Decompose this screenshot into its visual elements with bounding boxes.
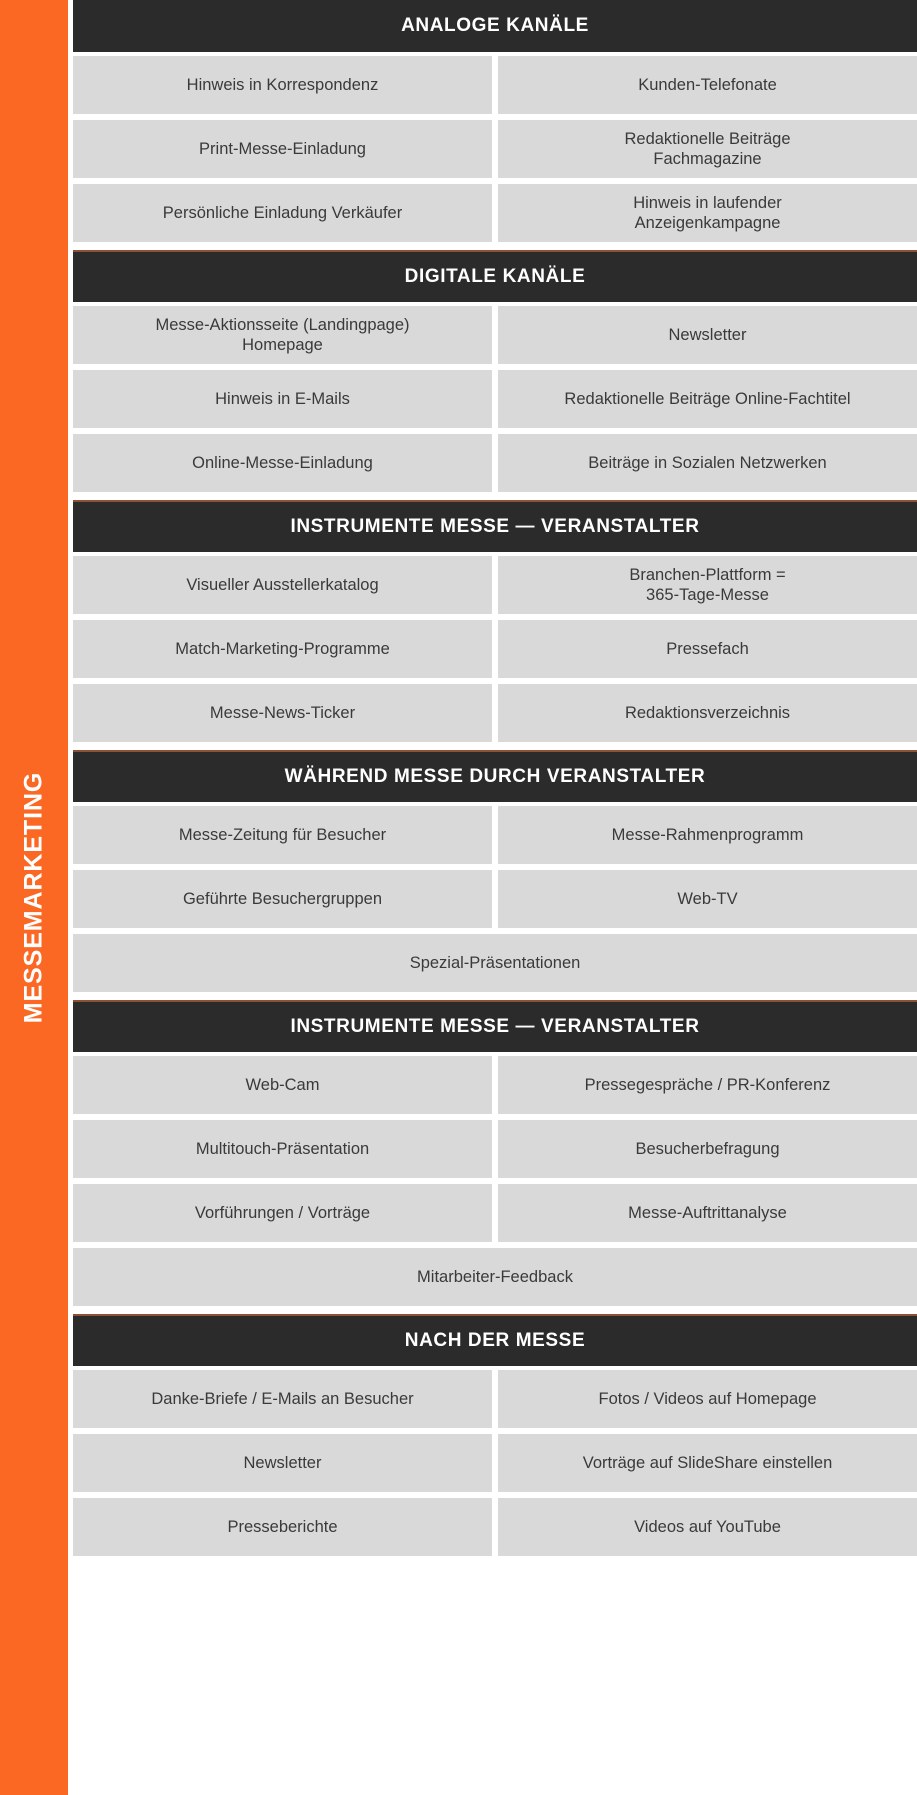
channel-cell[interactable] <box>498 1370 917 1428</box>
channel-cell-label <box>227 1517 337 1537</box>
channel-cell-line: Multitouch-Präsentation <box>195 1139 370 1158</box>
channel-cell[interactable] <box>73 1120 492 1178</box>
channel-cell[interactable] <box>73 184 492 242</box>
channel-cell-label <box>638 75 777 95</box>
channel-cell-label <box>612 825 804 845</box>
channel-cell[interactable] <box>73 934 917 992</box>
channel-cell-line: Beiträge in Sozialen Netzwerken <box>588 453 827 472</box>
channel-cell[interactable] <box>73 1370 492 1428</box>
channel-cell-label <box>583 1453 833 1473</box>
channel-cell[interactable] <box>498 184 917 242</box>
channel-cell-line: Messe-News-Ticker <box>209 703 356 722</box>
section-rows <box>73 1052 917 1306</box>
channel-cell-label <box>186 575 378 595</box>
section-gap <box>73 1306 917 1314</box>
channel-cell[interactable] <box>73 306 492 364</box>
section-rows <box>73 52 917 242</box>
channel-cell-line: 365-Tage-Messe <box>646 586 769 604</box>
channel-cell-line: Videos auf YouTube <box>634 1517 781 1536</box>
channel-cell-label <box>629 565 785 605</box>
channel-cell-line: Besucherbefragung <box>635 1139 780 1158</box>
channel-cell-label <box>196 1139 369 1159</box>
channel-cell-label <box>215 389 350 409</box>
section <box>73 500 917 742</box>
section <box>73 1000 917 1306</box>
channel-row <box>73 1056 917 1114</box>
channel-cell-line: Messe-Zeitung für Besucher <box>178 825 387 844</box>
channel-cell-label <box>155 315 409 355</box>
channel-cell[interactable] <box>498 1498 917 1556</box>
channel-cell-label <box>669 325 747 345</box>
channel-cell-line: Redaktionsverzeichnis <box>624 703 791 722</box>
channel-cell[interactable] <box>498 556 917 614</box>
section <box>73 250 917 492</box>
channel-cell-line: Redaktionelle Beiträge <box>624 129 791 148</box>
channel-cell[interactable] <box>498 120 917 178</box>
channel-cell-line: Fachmagazine <box>653 150 762 168</box>
channel-cell-label <box>666 639 749 659</box>
section <box>73 0 917 242</box>
section-rows <box>73 552 917 742</box>
section-rows <box>73 1366 917 1556</box>
channel-row <box>73 306 917 364</box>
channel-row <box>73 56 917 114</box>
channel-cell[interactable] <box>498 1056 917 1114</box>
channel-cell[interactable] <box>498 434 917 492</box>
channel-cell[interactable] <box>73 870 492 928</box>
channel-row <box>73 434 917 492</box>
channel-cell-label <box>677 889 737 909</box>
channel-cell-label <box>179 825 386 845</box>
channel-cell-line: Presseberichte <box>227 1517 338 1536</box>
channel-row <box>73 370 917 428</box>
channel-cell[interactable] <box>498 370 917 428</box>
channel-cell-label <box>633 193 782 233</box>
channel-cell-label <box>246 1075 320 1095</box>
section-gap <box>73 492 917 500</box>
channel-row <box>73 870 917 928</box>
channel-cell[interactable] <box>73 806 492 864</box>
channel-cell-line: Pressefach <box>666 639 749 658</box>
channel-row <box>73 620 917 678</box>
channel-cell[interactable] <box>498 1184 917 1242</box>
channel-cell[interactable] <box>73 684 492 742</box>
section-rows <box>73 302 917 492</box>
channel-cell[interactable] <box>73 556 492 614</box>
channel-cell-label <box>634 1517 781 1537</box>
channel-row <box>73 1184 917 1242</box>
section-header: INSTRUMENTE MESSE — VERANSTALTER <box>73 1000 917 1052</box>
channel-cell-line: Redaktionelle Beiträge Online-Fachtitel <box>564 389 851 408</box>
channel-row <box>73 120 917 178</box>
channel-cell[interactable] <box>73 434 492 492</box>
channel-cell-label <box>628 1203 787 1223</box>
channel-cell-line: Fotos / Videos auf Homepage <box>598 1389 817 1408</box>
channel-cell-line: Pressegespräche / PR-Konferenz <box>584 1075 831 1094</box>
channel-cell-label <box>624 129 790 169</box>
channel-cell-line: Geführte Besuchergruppen <box>182 889 383 908</box>
channel-cell-label <box>192 453 373 473</box>
channel-row <box>73 684 917 742</box>
channel-cell[interactable] <box>498 1120 917 1178</box>
channel-cell-line: Homepage <box>242 336 323 354</box>
infographic-content <box>73 0 917 1564</box>
channel-cell-label <box>175 639 390 659</box>
channel-cell-label <box>195 1203 370 1223</box>
channel-cell-line: Messe-Rahmenprogramm <box>611 825 804 844</box>
channel-cell[interactable] <box>73 120 492 178</box>
channel-cell-label <box>564 389 850 409</box>
channel-cell[interactable] <box>73 1184 492 1242</box>
channel-cell-line: Branchen-Plattform = <box>629 565 786 584</box>
section-header: DIGITALE KANÄLE <box>73 250 917 302</box>
section-rows <box>73 802 917 992</box>
channel-cell-label <box>183 889 382 909</box>
channel-cell[interactable] <box>73 1498 492 1556</box>
channel-row <box>73 1434 917 1492</box>
channel-cell-line: Hinweis in Korrespondenz <box>186 75 379 94</box>
channel-cell-label <box>244 1453 322 1473</box>
channel-row <box>73 184 917 242</box>
channel-cell-label <box>635 1139 779 1159</box>
channel-cell-line: Vorführungen / Vorträge <box>194 1203 371 1222</box>
section <box>73 1314 917 1556</box>
channel-cell-line: Print-Messe-Einladung <box>199 139 366 158</box>
channel-cell-line: Mitarbeiter-Feedback <box>417 1267 573 1286</box>
channel-row <box>73 1120 917 1178</box>
channel-cell-label <box>625 703 790 723</box>
channel-cell-label <box>410 953 581 973</box>
channel-cell[interactable] <box>73 370 492 428</box>
section-gap <box>73 742 917 750</box>
channel-cell[interactable] <box>498 684 917 742</box>
channel-cell-line: Messe-Aktionsseite (Landingpage) <box>155 315 410 334</box>
channel-cell-label <box>163 203 402 223</box>
channel-cell-line: Spezial-Präsentationen <box>409 953 581 972</box>
section-gap <box>73 992 917 1000</box>
section-header: ANALOGE KANÄLE <box>73 0 917 52</box>
channel-cell-line: Hinweis in E-Mails <box>215 389 350 408</box>
channel-cell-label <box>151 1389 413 1409</box>
section-gap <box>73 242 917 250</box>
channel-cell-label <box>210 703 355 723</box>
channel-cell-line: Newsletter <box>668 325 747 344</box>
section-gap <box>73 1556 917 1564</box>
channel-row <box>73 806 917 864</box>
channel-cell-line: Match-Marketing-Programme <box>175 639 390 658</box>
section <box>73 750 917 992</box>
channel-cell[interactable] <box>498 306 917 364</box>
channel-row <box>73 1248 917 1306</box>
channel-cell[interactable] <box>73 620 492 678</box>
channel-cell-label <box>187 75 379 95</box>
section-header: NACH DER MESSE <box>73 1314 917 1366</box>
channel-cell-line: Anzeigenkampagne <box>634 214 781 232</box>
channel-row <box>73 556 917 614</box>
sidebar-vertical-title: MESSEMARKETING <box>19 771 48 1024</box>
channel-cell-line: Persönliche Einladung Verkäufer <box>162 203 403 222</box>
channel-cell[interactable] <box>498 806 917 864</box>
section-header: INSTRUMENTE MESSE — VERANSTALTER <box>73 500 917 552</box>
channel-cell-label <box>585 1075 831 1095</box>
channel-cell[interactable] <box>498 56 917 114</box>
channel-row <box>73 934 917 992</box>
channel-cell-label <box>599 1389 817 1409</box>
channel-cell-line: Danke-Briefe / E-Mails an Besucher <box>151 1389 414 1408</box>
channel-row <box>73 1498 917 1556</box>
channel-cell[interactable] <box>498 870 917 928</box>
channel-cell-line: Messe-Auftrittanalyse <box>628 1203 787 1222</box>
channel-cell[interactable] <box>73 56 492 114</box>
channel-cell[interactable] <box>498 1434 917 1492</box>
channel-cell-line: Visueller Ausstellerkatalog <box>186 575 379 594</box>
channel-cell-label <box>417 1267 573 1287</box>
channel-cell-line: Newsletter <box>243 1453 322 1472</box>
channel-cell-line: Hinweis in laufender <box>633 193 782 212</box>
channel-cell[interactable] <box>498 620 917 678</box>
channel-cell-line: Vorträge auf SlideShare einstellen <box>582 1453 833 1472</box>
channel-cell-line: Web-TV <box>677 889 738 908</box>
channel-cell-label <box>588 453 826 473</box>
channel-cell[interactable] <box>73 1056 492 1114</box>
channel-cell[interactable] <box>73 1434 492 1492</box>
section-header: WÄHREND MESSE DURCH VERANSTALTER <box>73 750 917 802</box>
channel-cell[interactable] <box>73 1248 917 1306</box>
channel-row <box>73 1370 917 1428</box>
sidebar-messemarketing <box>0 0 68 1795</box>
channel-cell-label <box>199 139 366 159</box>
channel-cell-line: Online-Messe-Einladung <box>192 453 373 472</box>
channel-cell-line: Kunden-Telefonate <box>638 75 777 94</box>
channel-cell-line: Web-Cam <box>245 1075 320 1094</box>
